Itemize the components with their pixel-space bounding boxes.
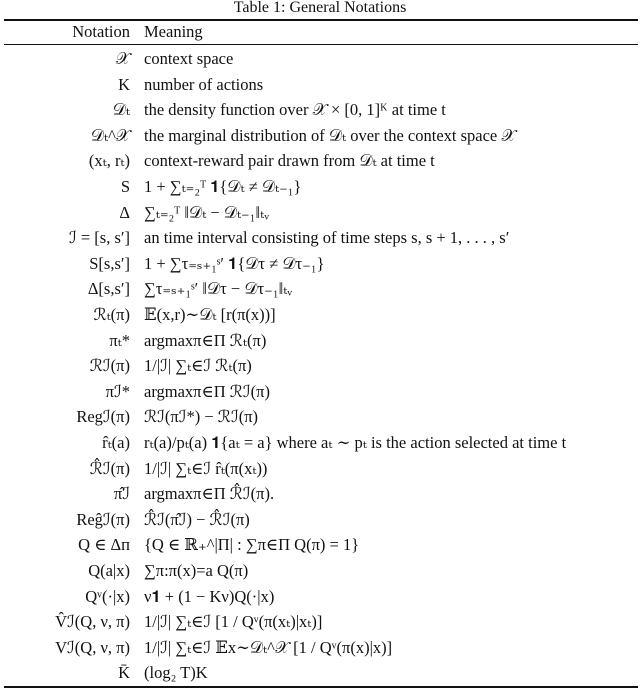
table-row [0,47,640,70]
notation-cell: Δ[s,s′] [87,279,130,299]
notation-cell: K [118,74,130,94]
meaning-cell: context space [144,49,234,68]
meaning-cell: argmaxπ∈Π ℛ̂ℐ(π). [144,484,275,504]
meaning-cell: 1/|ℐ| ∑ₜ∈ℐ ℛₜ(π) [144,356,252,376]
table-row [0,252,640,275]
notation-cell: Δ [119,202,130,222]
meaning-cell: argmaxπ∈Π ℛₜ(π) [144,330,267,350]
meaning-cell: ∑τ₌ₛ₊₁ˢ′ ‖𝒟τ − 𝒟τ₋₁‖ₜᵥ [144,279,293,299]
meaning-cell: ℛℐ(πℐ*) − ℛℐ(π) [144,407,259,427]
notation-cell: ℐ = [s, s′] [69,228,130,248]
meaning-cell: ∑π:π(x)=a Q(π) [144,561,249,580]
notation-cell: r̂ₜ(a) [102,433,130,452]
table-row [0,405,640,428]
notation-cell: Q(a|x) [88,561,130,580]
notation-cell: πℐ* [105,381,130,401]
header-notation: Notation [72,22,130,41]
table-row [0,380,640,403]
table-row [0,201,640,224]
meaning-cell: ℛ̂ℐ(π̂ℐ) − ℛ̂ℐ(π) [144,509,250,529]
table-row [0,559,640,582]
table-row [0,149,640,172]
notation-cell: 𝒟ₜ^𝒳 [90,125,130,145]
notation-cell: ℛₜ(π) [93,305,130,324]
notation-cell: π̂ℐ [113,484,130,504]
table-row [0,431,640,454]
meaning-cell: the marginal distribution of 𝒟ₜ over the context space 𝒳 [144,125,516,145]
table-row [0,585,640,608]
bottom-rule [4,686,638,688]
table-row [0,636,640,659]
table-row [0,175,640,198]
notation-cell: ℛ̂ℐ(π) [89,458,130,478]
notation-cell: ℛℐ(π) [89,356,130,376]
notation-cell: Qᵛ(·|x) [85,586,130,606]
table-row [0,329,640,352]
table-row [0,482,640,505]
meaning-cell: ∑ₜ₌₂ᵀ ‖𝒟ₜ − 𝒟ₜ₋₁‖ₜᵥ [144,202,270,222]
meaning-cell: 1 + ∑ₜ₌₂ᵀ 𝟏{𝒟ₜ ≠ 𝒟ₜ₋₁} [144,177,302,196]
notation-cell: S[s,s′] [89,253,130,273]
notation-cell: Q ∈ Δᴨ [78,535,130,555]
meaning-cell: argmaxπ∈Π ℛℐ(π) [144,381,270,401]
meaning-cell: 𝔼(x,r)∼𝒟ₜ [r(π(x))] [144,305,276,324]
meaning-cell: rₜ(a)/pₜ(a) 𝟏{aₜ = a} where aₜ ∼ pₜ is the action selected at time t [144,433,567,452]
table-row [0,610,640,633]
table-row [0,661,640,684]
notation-cell: S [120,177,130,196]
table-row [0,124,640,147]
meaning-cell: context-reward pair drawn from 𝒟ₜ at time t [144,151,435,171]
table-row [0,508,640,531]
table-row [0,226,640,249]
table-row [0,457,640,480]
table-row [0,533,640,556]
notation-cell: (xₜ, rₜ) [88,151,130,171]
meaning-cell: the density function over 𝒳 × [0, 1]ᴷ at time t [144,100,446,120]
meaning-cell: an time interval consisting of time steps s, s + 1, . . . , s′ [144,228,510,248]
notation-cell: Reĝℐ(π) [76,509,130,529]
notation-cell: 𝒳 [115,49,130,68]
header-rule [4,44,638,45]
table-row [0,73,640,96]
meaning-cell: (log₂ T)K [144,663,208,683]
table-row [0,277,640,300]
meaning-cell: number of actions [144,74,264,94]
table-row [0,98,640,121]
meaning-cell: ν𝟏 + (1 − Kν)Q(·|x) [144,586,275,606]
notation-cell: πₜ* [109,330,130,350]
meaning-cell: 1/|ℐ| ∑ₜ∈ℐ [1 / Qᵛ(π(xₜ)|xₜ)] [144,612,323,632]
meaning-cell: {Q ∈ ℝ₊^|Π| : ∑π∈Π Q(π) = 1} [144,535,360,555]
notation-cell: K̄ [118,663,130,683]
notation-cell: Regℐ(π) [76,407,130,427]
notation-cell: 𝒟ₜ [112,100,130,120]
table-caption: Table 1: General Notations [233,0,407,16]
notation-cell: V̂ℐ(Q, ν, π) [55,612,130,632]
notation-cell: Vℐ(Q, ν, π) [55,637,130,657]
meaning-cell: 1 + ∑τ₌ₛ₊₁ˢ′ 𝟏{𝒟τ ≠ 𝒟τ₋₁} [144,253,325,273]
table-row [0,354,640,377]
table-row [0,303,640,326]
header-meaning: Meaning [144,22,203,41]
meaning-cell: 1/|ℐ| ∑ₜ∈ℐ r̂ₜ(π(xₜ)) [144,458,268,478]
meaning-cell: 1/|ℐ| ∑ₜ∈ℐ 𝔼x∼𝒟ₜ^𝒳 [1 / Qᵛ(π(x)|x)] [144,637,393,657]
